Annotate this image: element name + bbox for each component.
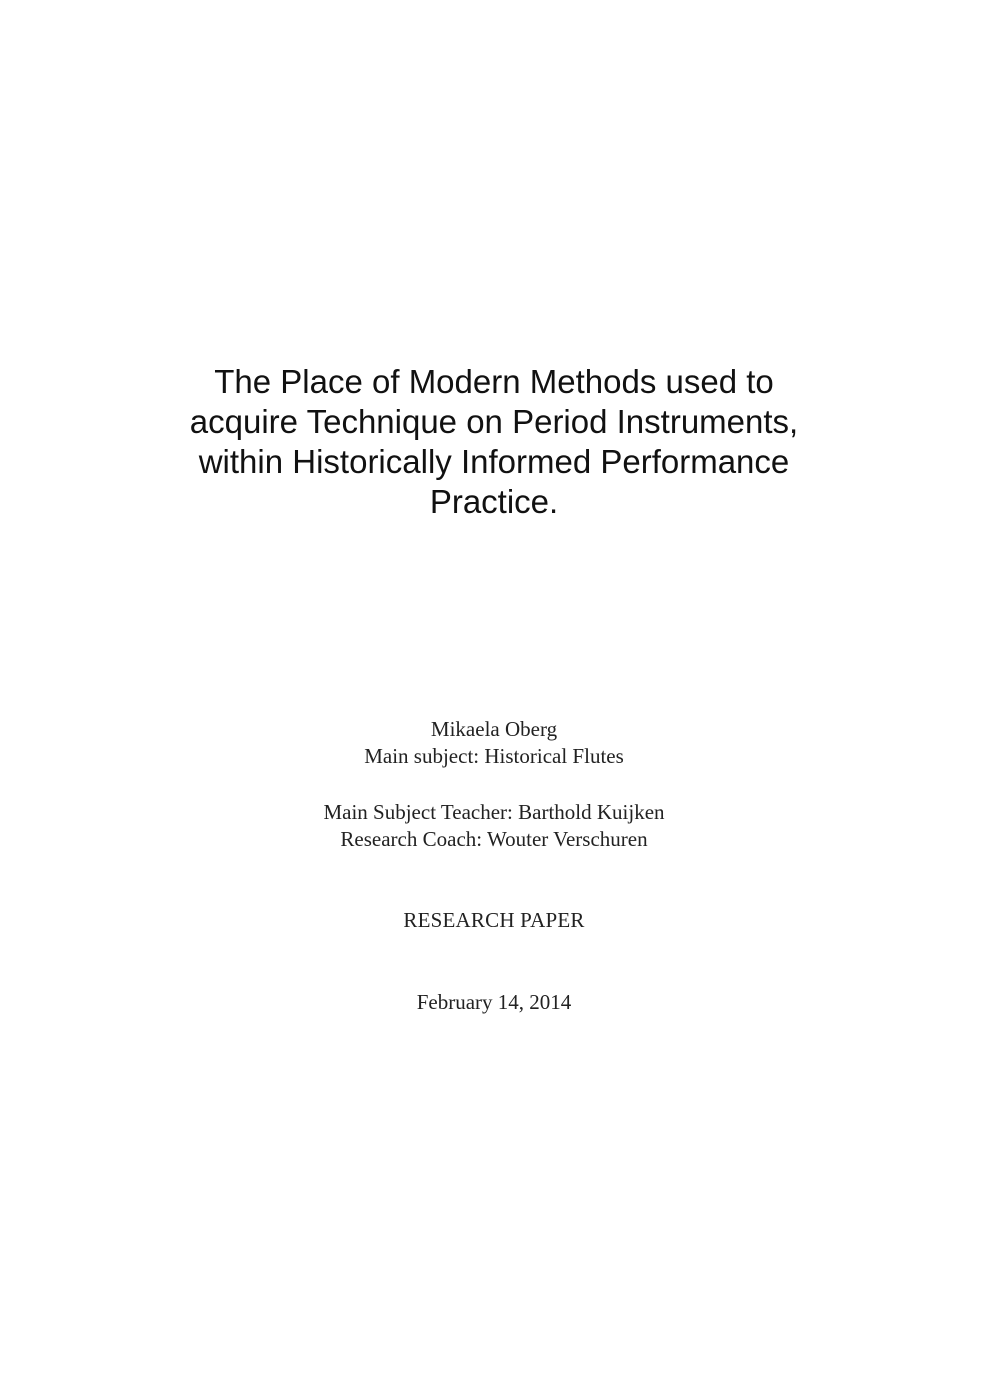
main-subject: Main subject: Historical Flutes	[364, 744, 624, 768]
main-subject-teacher: Main Subject Teacher: Barthold Kuijken	[323, 800, 665, 824]
title-line-3: within Historically Informed Performance	[198, 443, 790, 480]
title-line-1: The Place of Modern Methods used to	[214, 363, 774, 400]
supervision-block	[0, 799, 988, 853]
author-block	[0, 716, 988, 770]
title-line-2: acquire Technique on Period Instruments,	[189, 403, 799, 440]
author-name: Mikaela Oberg	[430, 717, 558, 741]
document-date: February 14, 2014	[416, 990, 572, 1014]
document-type: RESEARCH PAPER	[403, 908, 585, 932]
document-title	[0, 362, 988, 522]
research-coach: Research Coach: Wouter Verschuren	[340, 827, 648, 851]
title-line-4: Practice.	[429, 483, 559, 520]
